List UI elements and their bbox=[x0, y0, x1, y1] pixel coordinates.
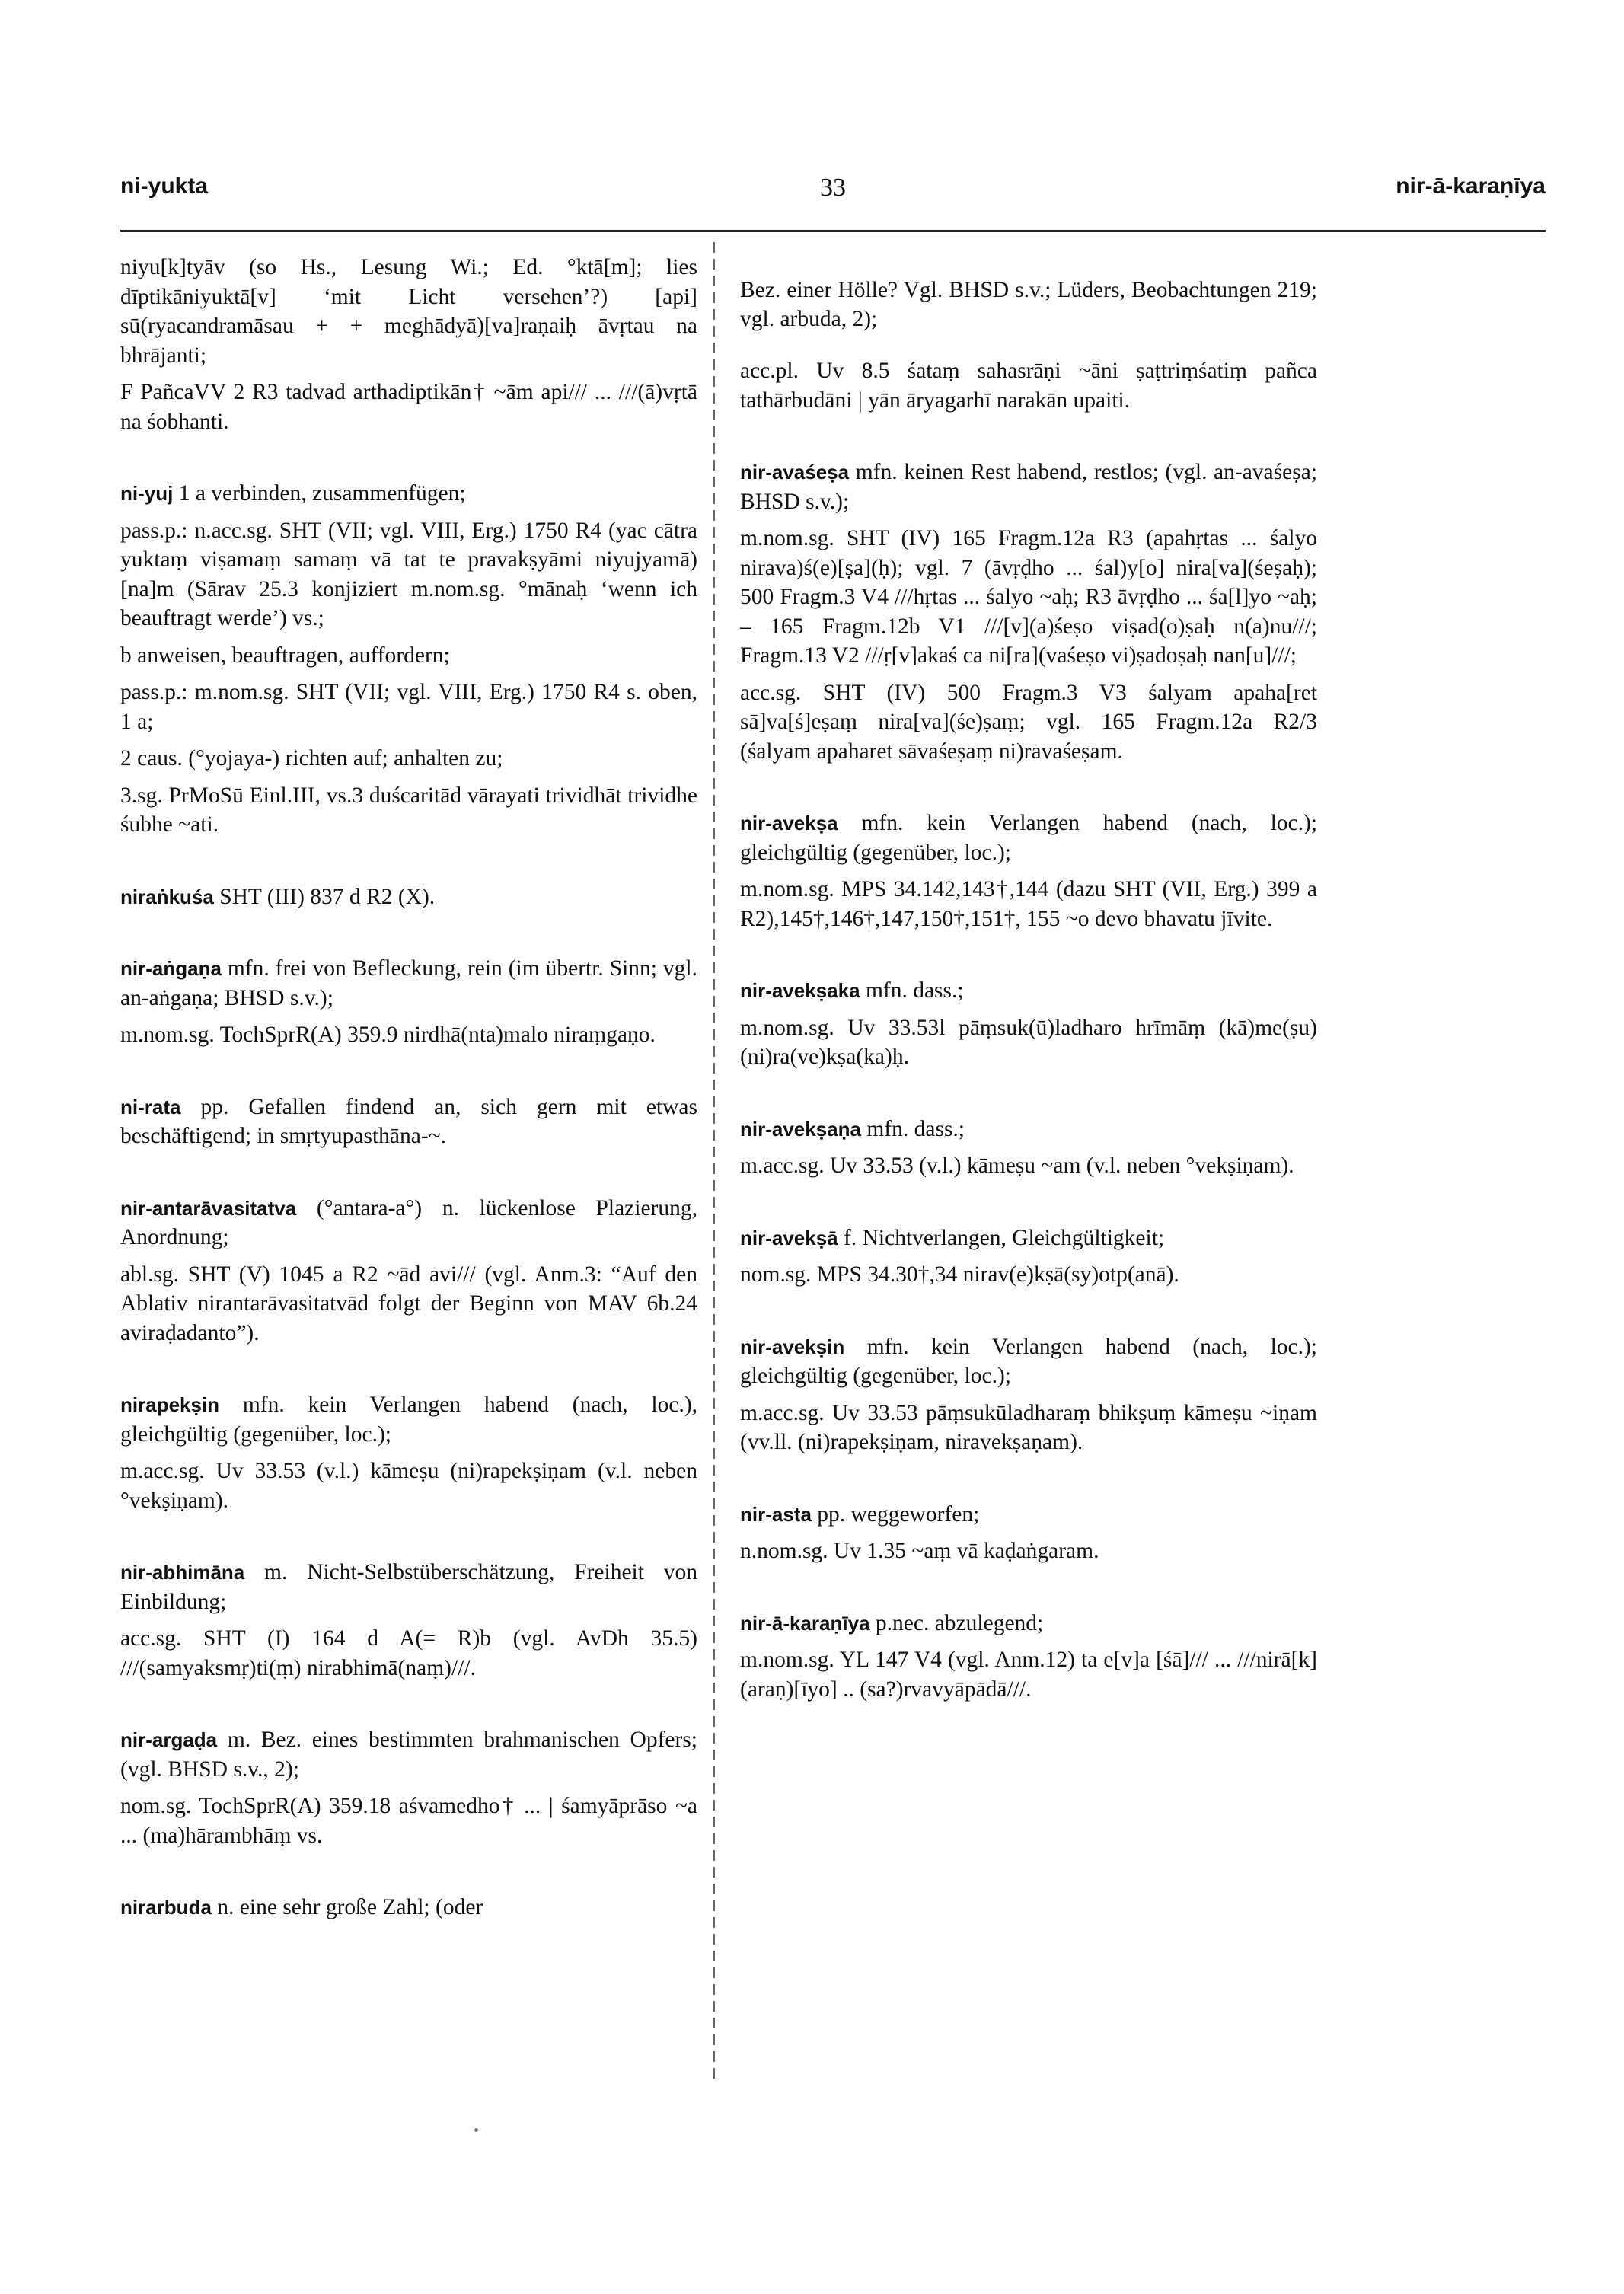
entry-text: Bez. einer Hölle? Vgl. BHSD s.v.; Lüders, Beobachtungen 219; vgl. arbuda, 2); bbox=[740, 277, 1317, 331]
dictionary-entry bbox=[120, 1093, 697, 1151]
entry-definition: mfn. dass.; bbox=[866, 1116, 965, 1141]
entry-definition: pp. weggeworfen; bbox=[817, 1501, 980, 1527]
entry-definition: mfn. keinen Rest habend, restlos; (vgl. an-avaśeṣa; BHSD s.v.); bbox=[740, 460, 1317, 514]
entry-definition: mfn. kein Verlangen habend (nach, loc.); gleichgültig (gegenüber, loc.); bbox=[740, 811, 1318, 865]
dictionary-entry bbox=[740, 1115, 1317, 1181]
entry-text: acc.sg. SHT (IV) 500 Fragm.3 V3 śalyam apaha[ret sā]va[ś]eṣaṃ nira[va](śe)ṣaṃ; vgl. 165 Fragm.12a R2/3 (śalyam apaharet sāvaśeṣaṃ ni)ravaśeṣam. bbox=[740, 680, 1317, 764]
entry-definition: 1 a verbinden, zusammenfügen; bbox=[178, 481, 466, 506]
entry-head bbox=[120, 1194, 697, 1252]
entry-definition: f. Nichtverlangen, Gleichgültigkeit; bbox=[844, 1225, 1165, 1250]
entry-definition: (°antara-a°) n. lückenlose Plazierung, Anordnung; bbox=[120, 1195, 697, 1249]
entry-text: m.acc.sg. Uv 33.53 (v.l.) kāmeṣu ~am (v.l. neben °vekṣiṇam). bbox=[740, 1153, 1294, 1178]
entry-head bbox=[740, 809, 1317, 867]
entry-text: F PañcaVV 2 R3 tadvad arthadiptikān† ~ām api/// ... ///(ā)vṛtā na śobhanti. bbox=[120, 380, 697, 434]
entry-definition: n. eine sehr große Zahl; (oder bbox=[217, 1895, 483, 1919]
entry-head bbox=[120, 1093, 697, 1151]
dictionary-entry bbox=[740, 1609, 1317, 1705]
entry-text: nom.sg. MPS 34.30†,34 nirav(e)kṣā(sy)otp(anā). bbox=[740, 1262, 1179, 1287]
page-number: 33 bbox=[820, 174, 846, 202]
lemma: ni-rata bbox=[120, 1095, 181, 1118]
entry-head bbox=[120, 1390, 697, 1449]
entry-text: m.nom.sg. Uv 33.53l pāṃsuk(ū)ladharo hrīmāṃ (kā)me(ṣu) (ni)ra(ve)kṣa(ka)ḥ. bbox=[740, 1015, 1317, 1069]
lemma: nir-argaḍa bbox=[120, 1728, 218, 1751]
right-column bbox=[740, 253, 1317, 1747]
lemma: nir-avekṣa bbox=[740, 812, 838, 834]
lemma: nir-avekṣā bbox=[740, 1226, 838, 1249]
dictionary-entry bbox=[120, 1194, 697, 1348]
entry-head bbox=[740, 458, 1317, 516]
entry-text: m.nom.sg. SHT (IV) 165 Fragm.12a R3 (apahṛtas ... śalyo nirava)ś(e)[ṣa](ḥ); vgl. 7 (āvṛḍho ... śal)y[o] nira[va](śeṣaḥ); 500 Fragm.3 V4 ///hṛtas ... śalyo ~aḥ; R3 āvṛḍho ... śa[l]yo ~aḥ; – 165 Fragm.12b V1 ///[v](a)śeṣo viṣad(o)ṣaḥ n(a)nu///; Fragm.13 V2 ///ṛ[v]akaś ca ni[ra](vaśeṣo vi)ṣadoṣaḥ nan[u]///; bbox=[740, 526, 1317, 668]
dictionary-entry bbox=[120, 1893, 697, 1922]
lemma: nir-asta bbox=[740, 1502, 812, 1526]
entry-text: niyu[k]tyāv (so Hs., Lesung Wi.; Ed. °ktā[m]; lies dīptikāniyuktā[v] ‘mit Licht versehen’?) [api] sū(ryacandramāsau + + meghādyā)[va]raṇaiḥ āvṛtau na bhrājanti; bbox=[120, 255, 697, 368]
lemma: nirarbuda bbox=[120, 1896, 212, 1919]
entry-text: acc.sg. SHT (I) 164 d A(= R)b (vgl. AvDh 35.5) ///(samyaksmṛ)ti(ṃ) nirabhimā(naṃ)///. bbox=[120, 1626, 697, 1680]
left-column bbox=[120, 253, 697, 1965]
entry-definition: mfn. kein Verlangen habend (nach, loc.); gleichgültig (gegenüber, loc.); bbox=[740, 1334, 1318, 1388]
continued-entry bbox=[740, 276, 1317, 416]
entry-text: b anweisen, beauftragen, auffordern; bbox=[120, 643, 450, 668]
entry-head bbox=[120, 882, 697, 912]
entry-text: m.nom.sg. YL 147 V4 (vgl. Anm.12) ta e[v]a [śā]/// ... ///nirā[k](araṇ)[īyo] .. (sa?)rvavyāpādā///. bbox=[740, 1648, 1317, 1702]
lemma: niraṅkuśa bbox=[120, 885, 214, 908]
lemma: nir-avekṣaṇa bbox=[740, 1117, 861, 1141]
dictionary-entry bbox=[740, 1332, 1317, 1457]
entry-head bbox=[740, 1115, 1317, 1144]
dictionary-entry bbox=[740, 1500, 1317, 1566]
entry-head bbox=[120, 479, 697, 509]
entry-text: 3.sg. PrMoSū Einl.III, vs.3 duścaritād vārayati trividhāt trividhe śubhe ~ati. bbox=[120, 783, 697, 837]
lemma: nir-avekṣin bbox=[740, 1335, 845, 1358]
lemma: nir-avaśeṣa bbox=[740, 461, 850, 483]
dictionary-entry bbox=[120, 882, 697, 912]
column-divider bbox=[713, 242, 715, 2085]
dictionary-entry bbox=[120, 253, 697, 436]
entry-definition: p.nec. abzulegend; bbox=[875, 1610, 1044, 1635]
dictionary-entry bbox=[740, 976, 1317, 1072]
entry-text: 2 caus. (°yojaya-) richten auf; anhalten zu; bbox=[120, 746, 503, 771]
dictionary-entry bbox=[120, 1558, 697, 1683]
entry-head bbox=[740, 1609, 1317, 1638]
entry-text: m.acc.sg. Uv 33.53 (v.l.) kāmeṣu (ni)rapekṣiṇam (v.l. neben °vekṣiṇam). bbox=[120, 1459, 697, 1513]
entry-definition: pp. Gefallen findend an, sich gern mit etwas beschäftigend; in smṛtyupasthāna-~. bbox=[120, 1094, 698, 1148]
lemma: ni-yuj bbox=[120, 482, 174, 505]
lemma: nirapekṣin bbox=[120, 1393, 220, 1416]
running-header bbox=[120, 174, 1546, 219]
entry-text: m.nom.sg. MPS 34.142,143†,144 (dazu SHT (VII, Erg.) 399 a R2),145†,146†,147,150†,151†, 155 ~o devo bhavatu jīvite. bbox=[740, 877, 1317, 931]
entry-definition: SHT (III) 837 d R2 (X). bbox=[219, 884, 436, 909]
entry-head bbox=[740, 1224, 1317, 1253]
entry-text: abl.sg. SHT (V) 1045 a R2 ~ād avi/// (vgl. Anm.3: “Auf den Ablativ nirantarāvasitatvād folgt der Beginn von MAV 6b.24 aviraḍadanto”). bbox=[120, 1262, 697, 1345]
dictionary-entry bbox=[740, 1224, 1317, 1290]
entry-text: n.nom.sg. Uv 1.35 ~aṃ vā kaḍaṅgaram. bbox=[740, 1539, 1099, 1563]
header-rule bbox=[120, 230, 1546, 232]
dictionary-entry bbox=[120, 1390, 697, 1515]
entry-definition: m. Nicht-Selbstüberschätzung, Freiheit von Einbildung; bbox=[120, 1560, 697, 1614]
entry-definition: m. Bez. eines bestimmten brahmanischen Opfers; (vgl. BHSD s.v., 2); bbox=[120, 1728, 697, 1782]
entry-head bbox=[120, 1893, 697, 1922]
print-speck bbox=[474, 2128, 478, 2132]
entry-text: m.acc.sg. Uv 33.53 pāṃsukūladharaṃ bhikṣuṃ kāmeṣu ~iṇam (vv.ll. (ni)rapekṣiṇam, niravekṣaṇam). bbox=[740, 1400, 1317, 1454]
dictionary-entry bbox=[120, 479, 697, 840]
entry-definition: mfn. kein Verlangen habend (nach, loc.), gleichgültig (gegenüber, loc.); bbox=[120, 1393, 698, 1447]
lemma: nir-avekṣaka bbox=[740, 979, 860, 1002]
entry-head bbox=[740, 1332, 1317, 1391]
entry-head bbox=[740, 1500, 1317, 1530]
entry-text: m.nom.sg. TochSprR(A) 359.9 nirdhā(nta)malo niraṃgaṇo. bbox=[120, 1023, 656, 1047]
header-left-catchword: ni-yukta bbox=[120, 174, 209, 199]
lemma: nir-abhimāna bbox=[120, 1561, 245, 1584]
entry-head bbox=[120, 1558, 697, 1616]
dictionary-entry bbox=[740, 458, 1317, 766]
entry-text: nom.sg. TochSprR(A) 359.18 aśvamedho† ... | śamyāprāso ~a ... (ma)hārambhāṃ vs. bbox=[120, 1794, 697, 1848]
entry-definition: mfn. dass.; bbox=[865, 978, 964, 1003]
dictionary-entry bbox=[120, 954, 697, 1050]
dictionary-entry bbox=[740, 809, 1317, 933]
lemma: nir-ā-karaṇīya bbox=[740, 1611, 870, 1635]
entry-head bbox=[120, 1725, 697, 1784]
entry-text: acc.pl. Uv 8.5 śataṃ sahasrāṇi ~āni ṣaṭtriṃśatiṃ pañca tathārbudāni | yān āryagarhī narakān upaiti. bbox=[740, 359, 1317, 413]
entry-text: pass.p.: m.nom.sg. SHT (VII; vgl. VIII, Erg.) 1750 R4 s. oben, 1 a; bbox=[120, 680, 697, 734]
dictionary-entry bbox=[120, 1725, 697, 1850]
header-right-catchword: nir-ā-karaṇīya bbox=[1396, 174, 1546, 199]
entry-head bbox=[120, 954, 697, 1013]
entry-definition: mfn. frei von Befleckung, rein (im übertr. Sinn; vgl. an-aṅgaṇa; BHSD s.v.); bbox=[120, 956, 697, 1010]
lemma: nir-antarāvasitatva bbox=[120, 1196, 297, 1220]
entry-text: pass.p.: n.acc.sg. SHT (VII; vgl. VIII, Erg.) 1750 R4 (yac cātra yuktaṃ viṣamaṃ samaṃ vā tat te pravakṣyāmi niyujyamā)[na]m (Sārav 25.3 konjiziert m.nom.sg. °mānaḥ ‘wenn ich beauftragt werde’) vs.; bbox=[120, 518, 697, 630]
entry-head bbox=[740, 976, 1317, 1006]
lemma: nir-aṅgaṇa bbox=[120, 957, 222, 980]
